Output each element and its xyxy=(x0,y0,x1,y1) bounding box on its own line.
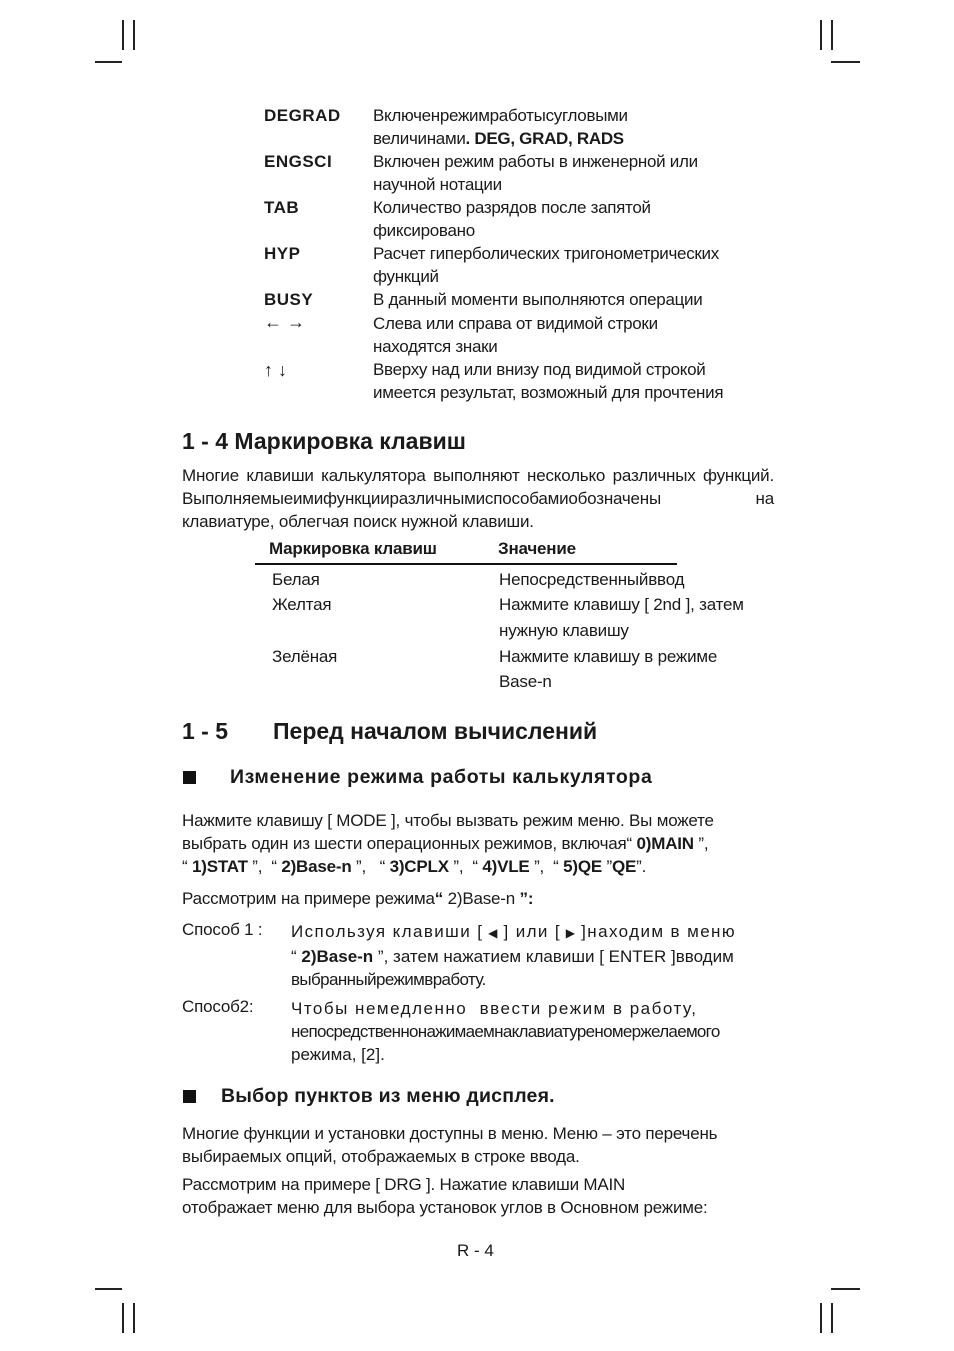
mode-name: 3)CPLX xyxy=(389,857,449,876)
para-text: ”, xyxy=(529,857,554,876)
para-line xyxy=(291,920,774,945)
mode-name: 1)STAT xyxy=(191,857,248,876)
bullet-square-icon xyxy=(183,1090,196,1103)
mode-name: 5)QE xyxy=(563,857,603,876)
indicator-term: ENGSCI xyxy=(264,152,333,171)
para-text: “ xyxy=(271,857,282,876)
para-line: режима, [2]. xyxy=(291,1045,385,1064)
method-2-text xyxy=(291,997,774,1066)
para-line xyxy=(182,855,774,878)
para-text: ]находим в меню xyxy=(581,922,736,941)
para-text: выбрать один из шести операционных режимов, включая“ xyxy=(182,834,637,853)
left-right-arrows-icon: ← → xyxy=(264,312,306,332)
para-line: Чтобы немедленно ввести режим в работу, xyxy=(291,999,698,1018)
indicator-desc xyxy=(373,288,793,311)
left-triangle-icon: ◀ xyxy=(483,926,504,940)
indicator-term: BUSY xyxy=(264,290,314,309)
indicator-term: TAB xyxy=(264,198,300,217)
table-cell-mark: Зелёная xyxy=(272,647,338,666)
para-text: ”. xyxy=(636,857,647,876)
menu-paragraph xyxy=(182,1122,774,1168)
indicator-desc xyxy=(373,242,793,288)
para-text: ”, затем нажатием клавиши [ ENTER ]вводим xyxy=(373,947,734,966)
example-paragraph xyxy=(182,887,774,910)
para-text: ”, xyxy=(693,834,709,853)
desc-line: имеется результат, возможный для прочтения xyxy=(373,383,724,402)
table-cell-meaning: Непосредственныйввод xyxy=(499,570,685,589)
desc-text: величинами xyxy=(373,129,466,148)
table-cell-mark: Желтая xyxy=(272,595,332,614)
para-text: “ xyxy=(291,947,302,966)
indicator-term: HYP xyxy=(264,244,301,263)
para-text: “ xyxy=(379,857,390,876)
table-cell-meaning: Нажмите клавишу [ 2nd ], затем xyxy=(499,595,744,614)
desc-modes: . DEG, GRAD, RADS xyxy=(465,129,624,148)
table-cell-meaning: нужную клавишу xyxy=(499,621,629,640)
para-text: ”, xyxy=(448,857,473,876)
para-text: Рассмотрим на примере режима xyxy=(182,889,435,908)
para-text: ”, xyxy=(247,857,272,876)
desc-line: Вверху над или внизу под видимой строкой xyxy=(373,360,706,379)
para-text: ] или [ xyxy=(503,922,562,941)
section-1-4-paragraph: Многие клавиши калькулятора выполняют несколько различных функций. Выполняемыеимифункцииразличнымиспособамиобозначены на клавиатуре, облегчая поиск нужной клавиши. xyxy=(182,466,774,531)
desc-line: Слева или справа от видимой строки xyxy=(373,314,658,333)
para-line: выбранныйрежимвработу. xyxy=(291,970,486,989)
desc-line: фиксировано xyxy=(373,221,475,240)
mode-paragraph xyxy=(182,809,774,878)
desc-line: В данный моменти выполняются операции xyxy=(373,290,703,309)
para-text: 2)Base-n xyxy=(443,889,520,908)
para-line: отображает меню для выбора установок углов в Основном режиме: xyxy=(182,1198,708,1217)
indicator-desc xyxy=(373,104,793,150)
desc-line: находятся знаки xyxy=(373,337,498,356)
para-line: Нажмите клавишу [ MODE ], чтобы вызвать режим меню. Вы можете xyxy=(182,811,714,830)
table-header-rule xyxy=(255,563,677,565)
section-number-1-5: 1 - 5 xyxy=(182,718,229,744)
method-1-text xyxy=(291,920,774,991)
para-text: ”: xyxy=(519,889,534,908)
indicator-desc xyxy=(373,150,793,196)
indicator-desc xyxy=(373,358,793,404)
mode-name: 2)Base-n xyxy=(281,857,352,876)
method-1-label: Способ 1 : xyxy=(182,920,263,939)
section-heading-1-5: Перед началом вычислений xyxy=(273,718,598,744)
para-line xyxy=(291,945,774,968)
bullet-square-icon xyxy=(183,771,196,784)
method-2-label: Способ2: xyxy=(182,997,254,1016)
para-text: “ xyxy=(434,889,444,908)
right-triangle-icon: ▶ xyxy=(561,926,582,940)
para-text: Используя клавиши [ xyxy=(291,922,484,941)
para-line: непосредственнонажимаемнаклавиатуреномержелаемого xyxy=(291,1022,720,1041)
desc-line: Включен режим работы в инженерной или xyxy=(373,152,698,171)
mode-name: 4)VLE xyxy=(482,857,530,876)
mode-name: 0)MAIN xyxy=(636,834,694,853)
indicator-desc xyxy=(373,196,793,242)
para-text: ”, xyxy=(351,857,380,876)
table-cell-meaning: Нажмите клавишу в режиме xyxy=(499,647,718,666)
para-text: “ xyxy=(472,857,483,876)
desc-line: функций xyxy=(373,267,439,286)
table-header-marking: Маркировка клавиш xyxy=(269,539,437,558)
para-text: “ xyxy=(553,857,564,876)
desc-line: Количество разрядов после запятой xyxy=(373,198,651,217)
desc-line xyxy=(373,127,793,150)
table-cell-mark: Белая xyxy=(272,570,320,589)
mode-name: QE xyxy=(612,857,637,876)
subheading-menu-select: Выбор пунктов из меню дисплея. xyxy=(221,1085,555,1107)
desc-line: Включенрежимработысугловыми xyxy=(373,106,628,125)
table-cell-meaning: Base-n xyxy=(499,672,552,691)
para-line: Рассмотрим на примере [ DRG ]. Нажатие клавиши MAIN xyxy=(182,1175,626,1194)
up-down-arrows-icon: ↑ ↓ xyxy=(264,360,288,380)
indicator-term: DEGRAD xyxy=(264,106,341,125)
desc-line: Расчет гиперболических тригонометрических xyxy=(373,244,719,263)
para-line: выбираемых опций, отображаемых в строке ввода. xyxy=(182,1147,580,1166)
mode-name: 2)Base-n xyxy=(301,947,374,966)
drg-paragraph xyxy=(182,1173,774,1219)
table-header-meaning: Значение xyxy=(498,539,576,558)
para-text: “ xyxy=(182,857,192,876)
subheading-mode-change: Изменение режима работы калькулятора xyxy=(230,766,653,788)
para-line xyxy=(182,832,774,855)
indicator-desc xyxy=(373,312,793,358)
para-line: Многие функции и установки доступны в меню. Меню – это перечень xyxy=(182,1124,718,1143)
desc-line: научной нотации xyxy=(373,175,502,194)
page-number: R - 4 xyxy=(457,1241,494,1260)
section-heading-1-4: 1 - 4 Маркировка клавиш xyxy=(182,428,466,454)
para-text: ” xyxy=(602,857,612,876)
